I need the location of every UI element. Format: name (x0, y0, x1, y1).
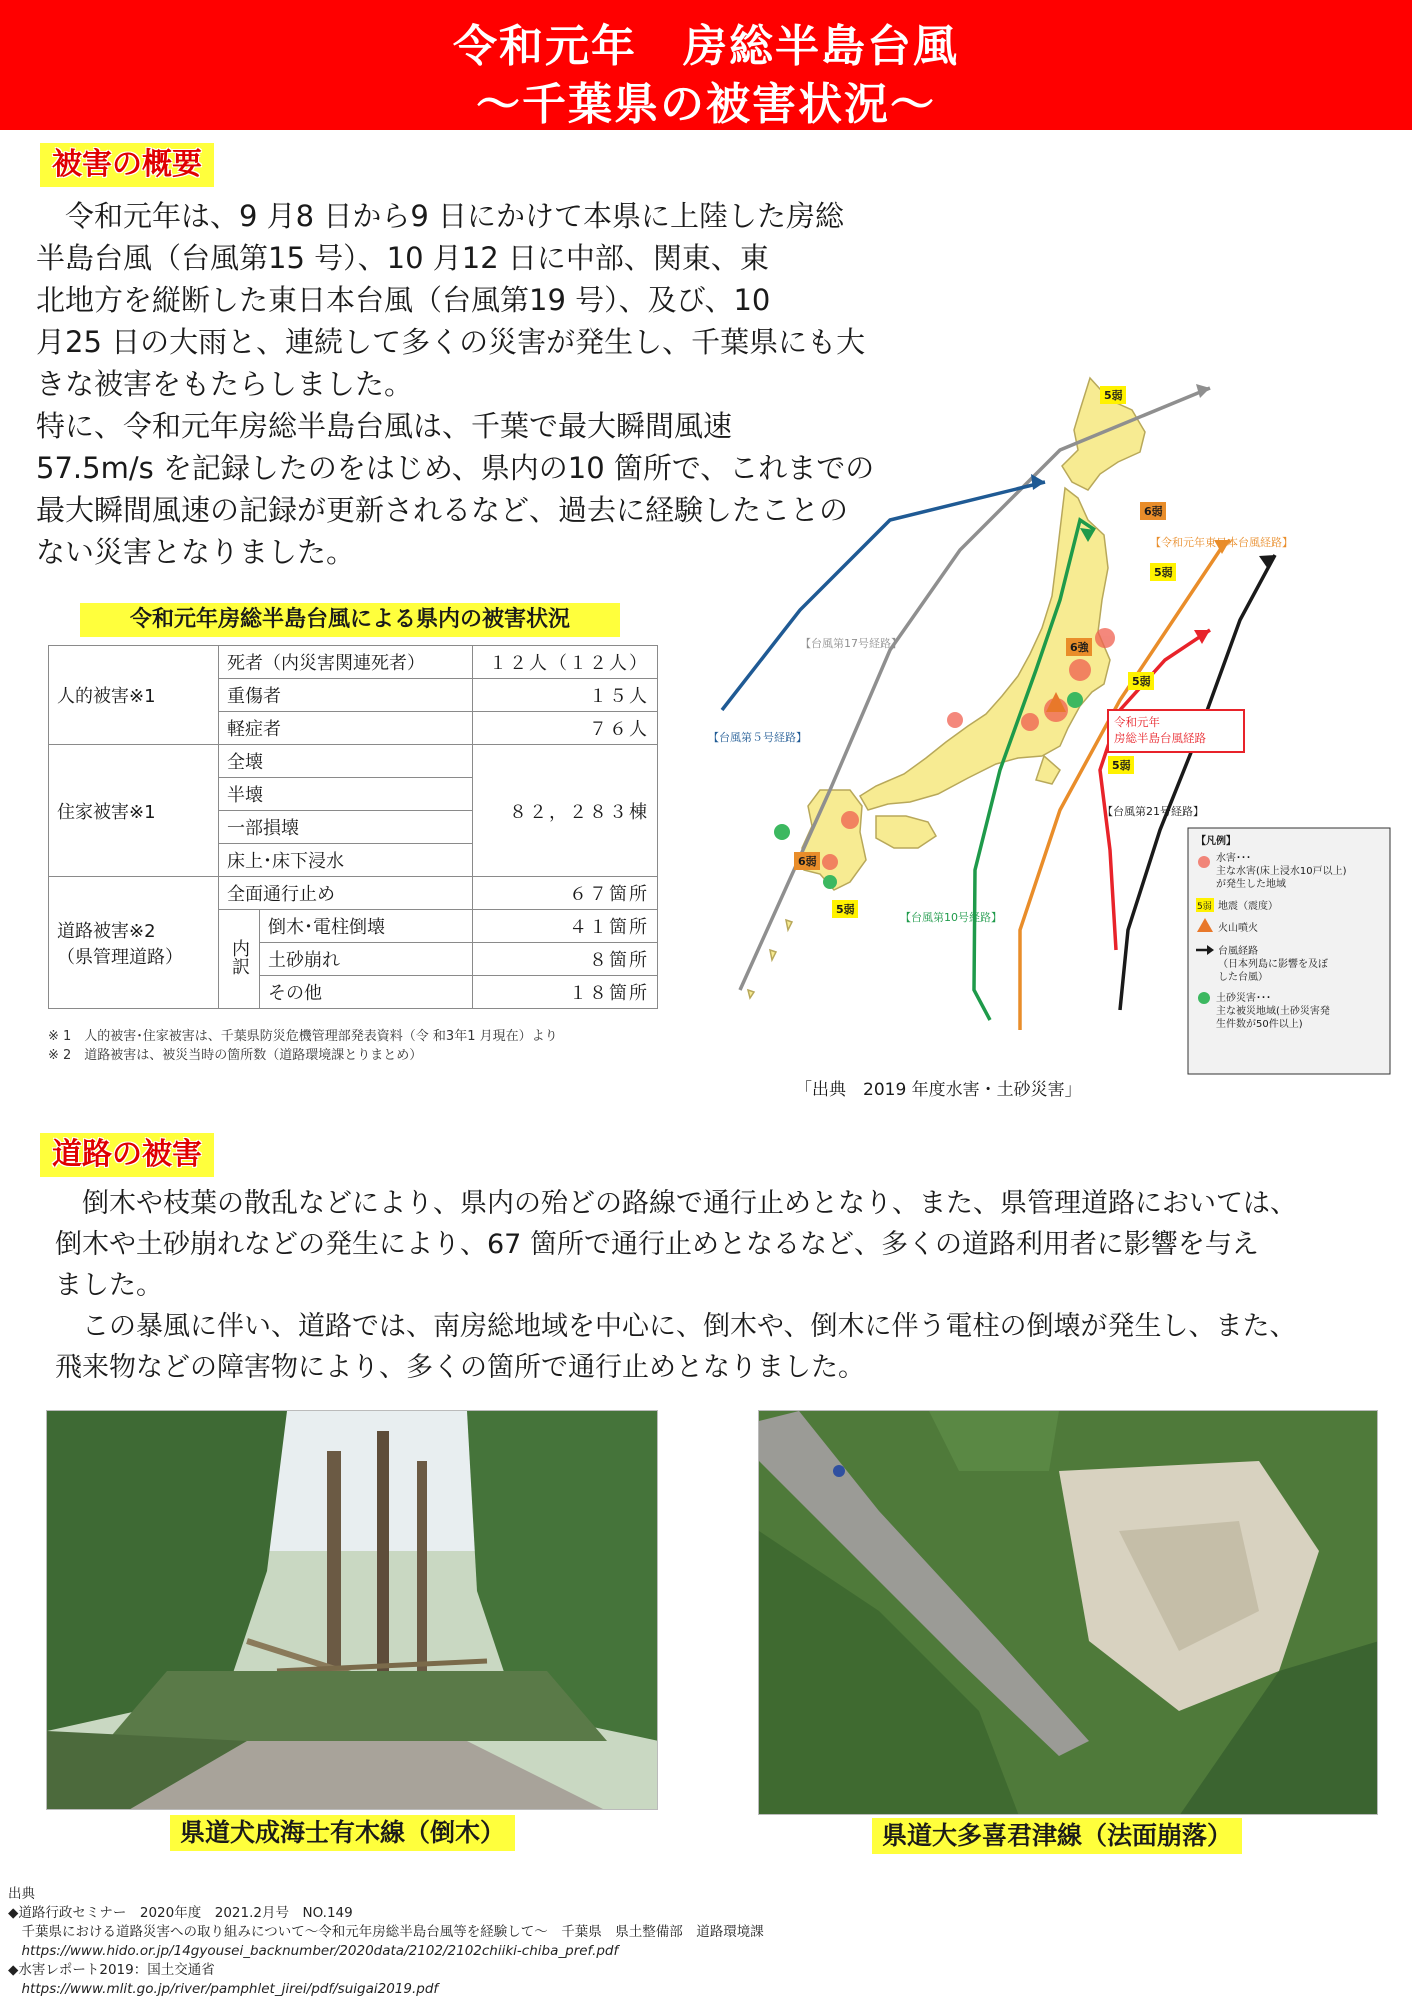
svg-text:主な被災地域(土砂災害発: 主な被災地域(土砂災害発 (1216, 1006, 1330, 1017)
references-label: 出典 (8, 1886, 35, 1902)
overview-line: 57.5m/s を記録したのをはじめ、県内の10 箇所で、これまでの (36, 451, 875, 485)
map-source: 「出典 2019 年度水害・土砂災害」 (795, 1080, 1082, 1100)
overview-line: ない災害となりました。 (36, 535, 356, 569)
table-row (49, 877, 658, 910)
note-line: ※ 2 道路被害は、被災当時の箇所数（道路環境課とりまとめ） (48, 1048, 423, 1063)
row-label: 重傷者 (219, 679, 473, 712)
housing-value: ８２，２８３棟 (473, 745, 658, 877)
road-line: 倒木や枝葉の散乱などにより、県内の殆どの路線で通行止めとなり、また、県管理道路においては、 (55, 1188, 1297, 1219)
reference-url: https://www.mlit.go.jp/river/pamphlet_jirei/pdf/suigai2019.pdf (8, 1981, 439, 1997)
photo-fallen-trees (46, 1410, 658, 1810)
overview-line: 月25 日の大雨と、連続して多くの災害が発生し、千葉県にも大 (36, 325, 866, 359)
t15-label-line2: 房総半島台風経路 (1114, 731, 1206, 745)
road-line: 倒木や土砂崩れなどの発生により、67 箇所で通行止めとなるなど、多くの道路利用者に影響を与え (55, 1229, 1259, 1260)
svg-text:主な水害(床上浸水10戸以上): 主な水害(床上浸水10戸以上) (1216, 866, 1347, 877)
overview-line: きな被害をもたらしました。 (36, 367, 414, 401)
reference-item: ◆道路行政セミナー 2020年度 2021.2月号 NO.149 (8, 1905, 353, 1921)
table-notes (48, 1027, 558, 1065)
overview-line: 半島台風（台風第15 号）、10 月12 日に中部、関東、東 (36, 241, 769, 275)
t15-label-line1: 令和元年 (1114, 715, 1160, 729)
overview-line: 特に、令和元年房総半島台風は、千葉で最大瞬間風速 (36, 409, 733, 443)
road-line: ました。 (55, 1270, 163, 1301)
row-label: 一部損壊 (219, 811, 473, 844)
svg-text:【凡例】: 【凡例】 (1196, 836, 1236, 847)
svg-text:土砂災害･･･: 土砂災害･･･ (1216, 993, 1271, 1004)
row-label: その他 (260, 976, 473, 1009)
table-row (49, 745, 658, 778)
reference-url: https://www.hido.or.jp/14gyousei_backnumber/2020data/2102/2102chiiki-chiba_pref.pdf (8, 1943, 619, 1959)
page-subtitle: ～千葉県の被害状況～ (476, 79, 936, 130)
t10-label: 【台風第10号経路】 (900, 911, 1002, 924)
svg-text:生件数が50件以上): 生件数が50件以上) (1216, 1019, 1303, 1030)
damage-table-title: 令和元年房総半島台風による県内の被害状況 (80, 603, 620, 637)
row-label: 倒木･電柱倒壊 (260, 910, 473, 943)
route-t5 (722, 482, 1045, 710)
photo-slope-collapse (758, 1410, 1378, 1815)
svg-text:5弱: 5弱 (1112, 759, 1131, 772)
reference-item: ◆水害レポート2019：国土交通省 (8, 1962, 215, 1978)
svg-text:が発生した地域: が発生した地域 (1216, 879, 1286, 890)
housing-category: 住家被害※1 (49, 745, 219, 877)
road-line: この暴風に伴い、道路では、南房総地域を中心に、倒木や、倒木に伴う電柱の倒壊が発生し、また、 (55, 1311, 1297, 1342)
japan-landmass (748, 378, 1145, 998)
svg-text:（日本列島に影響を及ぼ: （日本列島に影響を及ぼ (1218, 959, 1328, 970)
note-line: ※ 1 人的被害･住家被害は、千葉県防災危機管理部発表資料（令 和3年1 月現在）より (48, 1029, 558, 1044)
row-value: ６７箇所 (473, 877, 658, 910)
svg-text:5弱: 5弱 (1132, 675, 1151, 688)
svg-text:5弱: 5弱 (1197, 902, 1212, 912)
row-label: 全壊 (219, 745, 473, 778)
row-value: ４１箇所 (473, 910, 658, 943)
row-value: ８箇所 (473, 943, 658, 976)
page-title: 令和元年 房総半島台風 (453, 21, 959, 72)
typhoon-route-map (700, 370, 1410, 1090)
row-label: 土砂崩れ (260, 943, 473, 976)
road-damage-heading: 道路の被害 (40, 1133, 214, 1177)
breakdown-label (219, 910, 260, 1009)
references (8, 1885, 764, 1999)
svg-text:した台風）: した台風） (1218, 972, 1268, 983)
overview-line: 最大瞬間風速の記録が更新されるなど、過去に経験したことの (36, 493, 849, 527)
svg-text:6弱: 6弱 (798, 855, 817, 868)
overview-line: 令和元年は、9 月8 日から9 日にかけて本県に上陸した房総 (36, 199, 845, 233)
human-category: 人的被害※1 (49, 646, 219, 745)
row-value: １８箇所 (473, 976, 658, 1009)
row-label: 全面通行止め (219, 877, 473, 910)
road-category-line1: 道路被害※2 (57, 920, 156, 942)
breakdown-text: 内訳 (229, 938, 250, 975)
road-category-line2: （県管理道路） (57, 946, 183, 968)
svg-text:5弱: 5弱 (836, 903, 855, 916)
title-banner (0, 0, 1412, 130)
photo-caption-2: 県道大多喜君津線（法面崩落） (872, 1818, 1242, 1854)
row-label: 軽症者 (219, 712, 473, 745)
table-row (49, 646, 658, 679)
t21-label: 【台風第21号経路】 (1102, 805, 1204, 818)
row-value: １２人（１２人） (473, 646, 658, 679)
svg-text:6弱: 6弱 (1144, 505, 1163, 518)
row-label: 半壊 (219, 778, 473, 811)
damage-table (48, 645, 658, 1009)
row-label: 床上･床下浸水 (219, 844, 473, 877)
road-category (49, 877, 219, 1009)
overview-line: 北地方を縦断した東日本台風（台風第19 号）、及び、10 (36, 283, 771, 317)
svg-text:水害･･･: 水害･･･ (1216, 853, 1251, 864)
t5-label: 【台風第５号経路】 (708, 731, 807, 744)
svg-text:台風経路: 台風経路 (1218, 946, 1258, 957)
road-line: 飛来物などの障害物により、多くの箇所で通行止めとなりました。 (55, 1352, 865, 1383)
reference-item: 千葉県における道路災害への取り組みについて～令和元年房総半島台風等を経験して～ 千葉県 県土整備部 道路環境課 (8, 1924, 764, 1940)
svg-text:5弱: 5弱 (1104, 389, 1123, 402)
row-value: ７６人 (473, 712, 658, 745)
t19-label: 【令和元年東日本台風経路】 (1150, 536, 1293, 549)
overview-heading: 被害の概要 (40, 143, 214, 187)
svg-text:5弱: 5弱 (1154, 566, 1173, 579)
japan-map-svg (700, 370, 1410, 1090)
photo-caption-1: 県道犬成海士有木線（倒木） (170, 1815, 515, 1851)
road-damage-text (55, 1183, 1405, 1388)
map-legend (1188, 828, 1390, 1074)
row-label: 死者（内災害関連死者） (219, 646, 473, 679)
svg-text:6強: 6強 (1070, 641, 1089, 654)
row-value: １５人 (473, 679, 658, 712)
svg-text:地震（震度）: 地震（震度） (1218, 901, 1278, 912)
svg-text:火山噴火: 火山噴火 (1218, 923, 1258, 934)
t17-label: 【台風第17号経路】 (800, 637, 902, 650)
